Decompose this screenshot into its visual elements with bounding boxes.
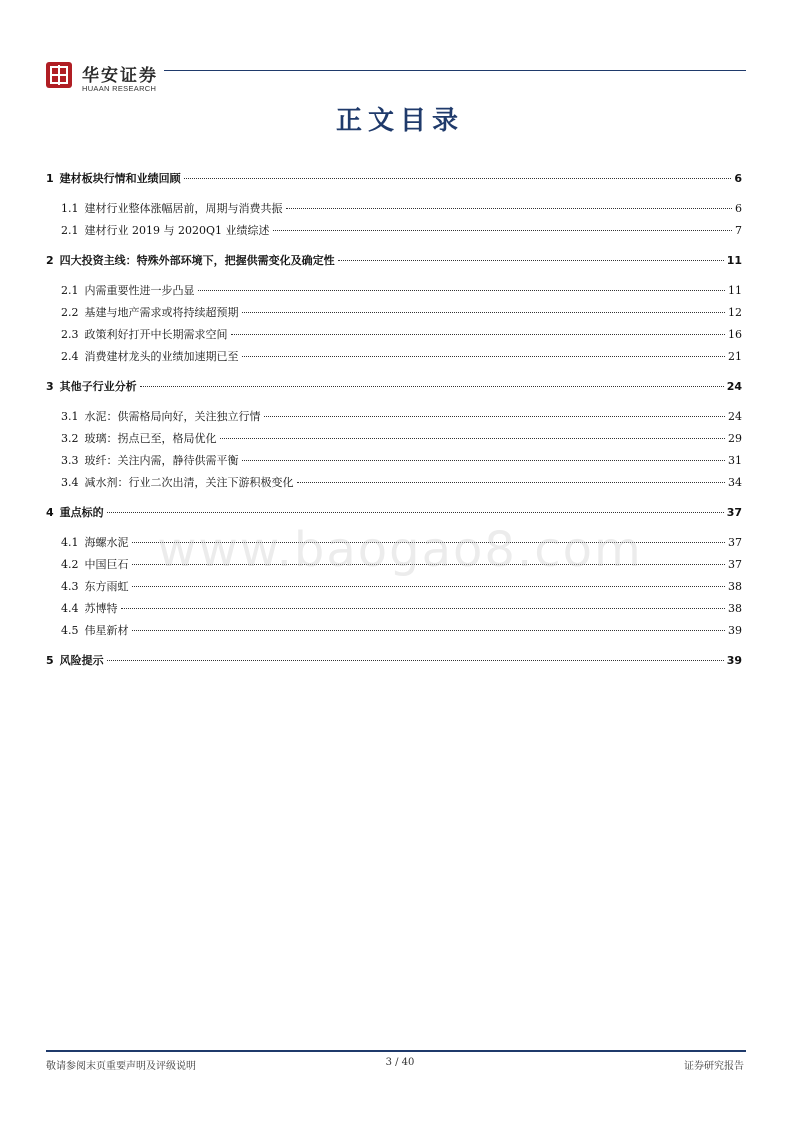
- toc-text: 建材行业 2019 与 2020Q1 业绩综述: [84, 224, 270, 237]
- toc-entry[interactable]: [46, 598, 742, 620]
- toc-number: 3.3: [61, 454, 79, 467]
- toc-page: 31: [728, 454, 742, 467]
- toc-page: 16: [728, 328, 742, 341]
- toc-number: 1.1: [61, 202, 79, 215]
- toc-page: 24: [728, 410, 742, 423]
- toc-number: 4.5: [61, 624, 79, 637]
- toc-entry[interactable]: [46, 502, 742, 524]
- page-number: 3 / 40: [385, 1057, 415, 1068]
- toc-number: 2.2: [61, 306, 79, 319]
- toc-page: 38: [728, 602, 742, 615]
- toc-entry[interactable]: [46, 250, 742, 272]
- toc-number: 2.1: [61, 224, 79, 237]
- toc-leader: [264, 416, 726, 417]
- toc-text: 内需重要性进一步凸显: [84, 284, 195, 297]
- toc-number: 5: [46, 654, 54, 667]
- toc-text: 建材行业整体涨幅居前，周期与消费共振: [84, 202, 283, 215]
- toc-page: 21: [728, 350, 742, 363]
- toc-page: 6: [734, 172, 742, 185]
- page-header: [46, 60, 746, 100]
- toc-text: 基建与地产需求或将持续超预期: [84, 306, 239, 319]
- toc-text: 消费建材龙头的业绩加速期已至: [84, 350, 239, 363]
- toc-entry[interactable]: [46, 168, 742, 190]
- toc-text: 海螺水泥: [84, 536, 129, 549]
- toc-number: 3.1: [61, 410, 79, 423]
- toc-text: 重点标的: [59, 506, 104, 519]
- logo-cn-text: 华安证券: [82, 66, 158, 86]
- footer-rule: [46, 1050, 746, 1052]
- page-title: 正文目录: [335, 106, 464, 136]
- toc-number: 2.4: [61, 350, 79, 363]
- toc-entry[interactable]: [46, 428, 742, 450]
- toc-leader: [273, 230, 733, 231]
- toc-text: 中国巨石: [84, 558, 129, 571]
- toc-leader: [132, 586, 726, 587]
- toc-entry[interactable]: [46, 650, 742, 672]
- toc-page: 37: [728, 558, 742, 571]
- table-of-contents: [46, 168, 742, 672]
- toc-number: 4: [46, 506, 54, 519]
- logo-en-text: HUAAN RESEARCH: [82, 84, 157, 93]
- toc-number: 4.4: [61, 602, 79, 615]
- watermark: www.baogao8.com: [157, 522, 643, 578]
- toc-number: 1: [46, 172, 54, 185]
- toc-leader: [140, 386, 724, 387]
- toc-text: 风险提示: [59, 654, 104, 667]
- toc-entry[interactable]: [46, 620, 742, 642]
- toc-number: 3.4: [61, 476, 79, 489]
- toc-text: 伟星新材: [84, 624, 129, 637]
- toc-entry[interactable]: [46, 576, 742, 598]
- toc-page: 39: [726, 654, 742, 667]
- toc-number: 3.2: [61, 432, 79, 445]
- toc-entry[interactable]: [46, 472, 742, 494]
- toc-entry[interactable]: [46, 198, 742, 220]
- toc-leader: [184, 178, 732, 179]
- toc-text: 玻纤：关注内需，静待供需平衡: [84, 454, 239, 467]
- toc-entry[interactable]: [46, 346, 742, 368]
- toc-text: 水泥：供需格局向好，关注独立行情: [84, 410, 261, 423]
- toc-number: 4.2: [61, 558, 79, 571]
- toc-entry[interactable]: [46, 324, 742, 346]
- toc-leader: [121, 608, 726, 609]
- toc-page: 12: [728, 306, 742, 319]
- footer-report-type: 证券研究报告: [684, 1061, 744, 1072]
- toc-page: 11: [726, 254, 742, 267]
- toc-entry[interactable]: [46, 450, 742, 472]
- toc-number: 2.3: [61, 328, 79, 341]
- toc-text: 减水剂：行业二次出清，关注下游积极变化: [84, 476, 294, 489]
- toc-text: 建材板块行情和业绩回顾: [59, 172, 181, 185]
- toc-leader: [231, 334, 726, 335]
- toc-entry[interactable]: [46, 220, 742, 242]
- toc-leader: [338, 260, 724, 261]
- toc-entry[interactable]: [46, 280, 742, 302]
- toc-page: 39: [728, 624, 742, 637]
- toc-number: 2.1: [61, 284, 79, 297]
- toc-leader: [107, 512, 724, 513]
- toc-text: 玻璃：拐点已至，格局优化: [84, 432, 217, 445]
- toc-text: 苏博特: [84, 602, 118, 615]
- toc-text: 其他子行业分析: [59, 380, 137, 393]
- toc-entry[interactable]: [46, 302, 742, 324]
- header-rule: [164, 70, 746, 71]
- toc-page: 38: [728, 580, 742, 593]
- toc-page: 7: [735, 224, 742, 237]
- toc-text: 政策利好打开中长期需求空间: [84, 328, 228, 341]
- toc-text: 四大投资主线：特殊外部环境下，把握供需变化及确定性: [59, 254, 335, 267]
- toc-number: 4.1: [61, 536, 79, 549]
- toc-leader: [132, 630, 726, 631]
- toc-leader: [297, 482, 726, 483]
- toc-page: 37: [726, 506, 742, 519]
- toc-entry[interactable]: [46, 406, 742, 428]
- toc-leader: [242, 460, 726, 461]
- toc-page: 6: [735, 202, 742, 215]
- toc-leader: [242, 356, 726, 357]
- footer-disclaimer: 敬请参阅末页重要声明及评级说明: [46, 1061, 196, 1072]
- toc-leader: [198, 290, 726, 291]
- toc-entry[interactable]: [46, 376, 742, 398]
- toc-page: 11: [728, 284, 742, 297]
- toc-page: 34: [728, 476, 742, 489]
- toc-leader: [242, 312, 726, 313]
- toc-leader: [107, 660, 724, 661]
- toc-page: 29: [728, 432, 742, 445]
- toc-number: 2: [46, 254, 54, 267]
- huaan-logo-icon: [46, 62, 72, 88]
- toc-leader: [286, 208, 733, 209]
- toc-page: 37: [728, 536, 742, 549]
- toc-number: 4.3: [61, 580, 79, 593]
- toc-text: 东方雨虹: [84, 580, 129, 593]
- toc-number: 3: [46, 380, 54, 393]
- toc-page: 24: [726, 380, 742, 393]
- toc-leader: [220, 438, 726, 439]
